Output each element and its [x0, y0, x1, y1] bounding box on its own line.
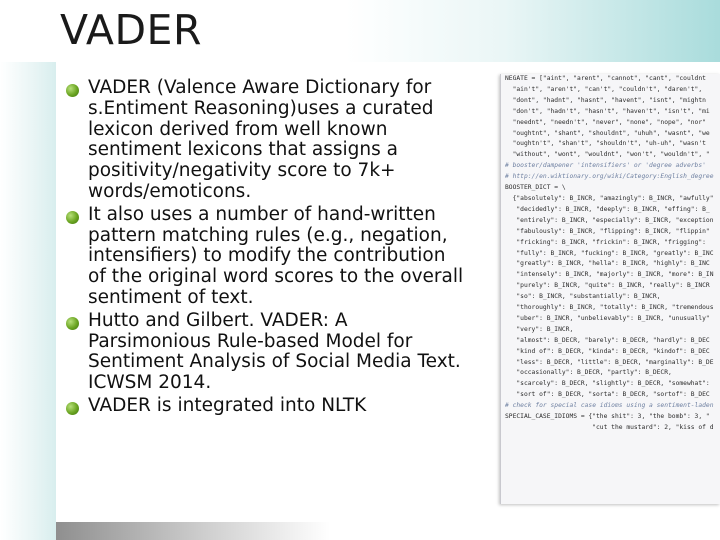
code-line: "so": B_INCR, "substantially": B_INCR,: [505, 293, 661, 301]
code-line: "dont", "hadnt", "hasnt", "havent", "isnt", "mightn: [505, 96, 706, 104]
code-screenshot: [500, 74, 720, 504]
code-line: "neednt", "needn't", "never", "none", "nope", "nor": [505, 118, 706, 126]
bullet-text: VADER is integrated into NLTK: [88, 394, 367, 416]
code-line: "cut the mustard": 2, "kiss of d: [505, 424, 714, 431]
footer-bar: [56, 522, 330, 540]
code-line: "kind of": B_DECR, "kinda": B_DECR, "kindof": B_DEC: [505, 347, 710, 355]
code-line: "greatly": B_INCR, "hella": B_INCR, "highly": B_INC: [505, 260, 710, 268]
bullet-item: [66, 396, 486, 417]
bullet-dot-icon: [66, 317, 79, 330]
code-line: "thoroughly": B_INCR, "totally": B_INCR, "tremendous: [505, 304, 714, 312]
bullet-text: VADER (Valence Aware Dictionary for s.Entiment Reasoning)uses a curated lexicon derived from well known sentiment lexicons that assigns a positivity/negativity score to 7k+ words/emoticons.: [88, 77, 434, 202]
code-line: "fricking": B_INCR, "frickin": B_INCR, "frigging":: [505, 238, 710, 246]
code-line: "fabulously": B_INCR, "flipping": B_INCR, "flippin": [505, 227, 710, 235]
bullet-dot-icon: [66, 211, 79, 224]
code-line: "sort of": B_DECR, "sorta": B_DECR, "sortof": B_DEC: [505, 391, 710, 399]
code-line: NEGATE = ["aint", "arent", "cannot", "cant", "couldnt: [505, 75, 706, 82]
code-line: "oughtnt", "shant", "shouldnt", "uhuh", "wasnt", "we: [505, 129, 710, 137]
code-line: "occasionally": B_DECR, "partly": B_DECR,: [505, 369, 672, 377]
code-comment-line: # check for special case idioms using a sentiment-laden: [505, 402, 714, 410]
code-comment-line: # booster/dampener 'intensifiers' or 'degree adverbs': [505, 162, 706, 170]
code-line: "oughtn't", "shan't", "shouldn't", "uh-uh", "wasn't: [505, 140, 706, 148]
code-line: "intensely": B_INCR, "majorly": B_INCR, "more": B_IN: [505, 271, 714, 279]
bullet-item: [66, 311, 486, 394]
bullet-text: It also uses a number of hand-written pattern matching rules (e.g., negation, intensifiers) to modify the contribution of the original word scores to the overall sentiment of text.: [88, 203, 464, 308]
code-line: {"absolutely": B_INCR, "amazingly": B_INCR, "awfully": [505, 194, 714, 202]
code-line: "without", "wont", "wouldnt", "won't", "wouldn't", ": [505, 151, 710, 159]
code-line: SPECIAL_CASE_IDIOMS = {"the shit": 3, "the bomb": 3, ": [505, 413, 710, 421]
bullet-item: [66, 205, 486, 309]
code-line: BOOSTER_DICT = \: [505, 184, 566, 192]
bullet-item: [66, 78, 486, 203]
code-line: "fully": B_INCR, "fucking": B_INCR, "greatly": B_INC: [505, 249, 714, 257]
bullet-text: Hutto and Gilbert. VADER: A Parsimonious Rule-based Model for Sentiment Analysis of Social Media Text. ICWSM 2014.: [88, 309, 461, 394]
code-line: "entirely": B_INCR, "especially": B_INCR, "exception: [505, 216, 714, 224]
code-line: "purely": B_INCR, "quite": B_INCR, "really": B_INCR: [505, 282, 710, 290]
bullet-dot-icon: [66, 402, 79, 415]
code-line: "ain't", "aren't", "can't", "couldn't", "daren't",: [505, 85, 703, 93]
code-line: "less": B_DECR, "little": B_DECR, "marginally": B_DE: [505, 358, 714, 366]
code-line: "very": B_INCR,: [505, 325, 574, 333]
code-line: "decidedly": B_INCR, "deeply": B_INCR, "effing": B_: [505, 205, 710, 213]
code-line: "uber": B_INCR, "unbelievably": B_INCR, "unusually": [505, 314, 710, 322]
slide-title: VADER: [60, 6, 202, 54]
code-line: "don't", "hadn't", "hasn't", "haven't", "isn't", "mi: [505, 107, 710, 115]
code-line: "almost": B_DECR, "barely": B_DECR, "hardly": B_DEC: [505, 336, 710, 344]
code-comment-line: # http://en.wiktionary.org/wiki/Category:English_degree: [505, 173, 714, 181]
bullet-dot-icon: [66, 84, 79, 97]
left-accent-strip: [0, 62, 56, 540]
code-line: "scarcely": B_DECR, "slightly": B_DECR, "somewhat":: [505, 380, 714, 388]
bullet-list: [66, 78, 486, 419]
